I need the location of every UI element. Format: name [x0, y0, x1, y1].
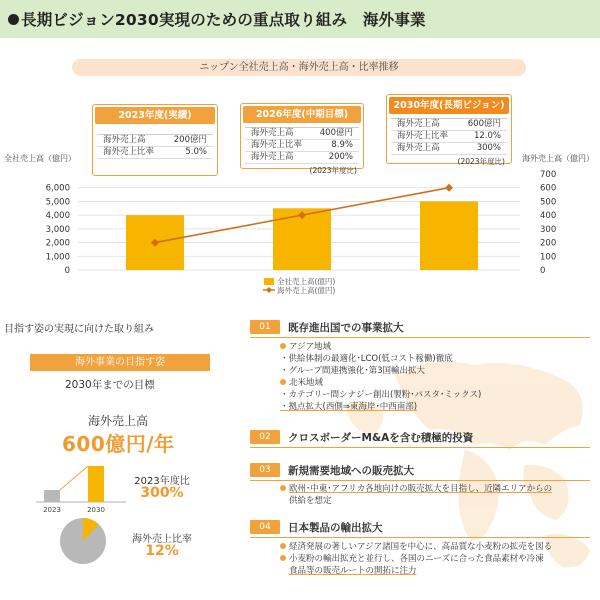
right-tick-label: 400 [540, 211, 557, 222]
bullet-icon [280, 343, 286, 349]
target-heading: 2026年度(中期目標) [243, 106, 361, 123]
mini-trend-line [60, 466, 88, 490]
bullet-icon [280, 379, 286, 385]
goal-caption: 2030年までの目標 [65, 379, 155, 391]
target-row: 海外売上高 600億円 [391, 119, 507, 131]
target-note: (2023年度比) [309, 166, 357, 175]
detail-line: 供給を想定 [289, 496, 332, 506]
initiative-title: 日本製品の輸出拡大 [288, 522, 383, 534]
initiative-number: 02 [250, 430, 280, 444]
page-title-text: 長期ビジョン2030実現のための重点取り組み 海外事業 [21, 11, 426, 29]
mini-bar [44, 490, 60, 502]
initiative-title: 既存進出国での事業拡大 [288, 322, 404, 334]
chart-title: ニップン全社売上高・海外売上高・比率推移 [72, 59, 526, 76]
detail-line: アジア地域 [280, 341, 481, 353]
ratio-value: 300% [140, 485, 184, 501]
target-box-2030 [386, 94, 512, 164]
share-value: 12% [145, 543, 179, 559]
right-tick-label: 300 [540, 224, 557, 235]
target-row: 海外売上高 200% [245, 152, 359, 164]
target-heading: 2023年度(実績) [95, 107, 215, 124]
target-row: 海外売上比率 5.0% [97, 147, 213, 159]
detail-line: ・カテゴリー間シナジー創出(製粉･パスタ･ミックス) [280, 390, 482, 400]
target-note: (2023年度比) [457, 157, 505, 166]
target-row: 海外売上高 300% [391, 143, 507, 155]
target-row: 海外売上高 200億円 [97, 135, 213, 147]
bar [420, 201, 478, 270]
bullet-icon [280, 485, 286, 491]
vision-bar: 海外事業の目指す姿 [30, 354, 210, 371]
detail-line: ・グループ間連携強化･第3国輸出拡大 [280, 366, 425, 376]
bullet-icon [280, 543, 286, 549]
sales-value: 600億円/年 [62, 432, 175, 456]
legend-label: 全社売上高(億円) [277, 277, 336, 286]
detail-line: 欧州･中東･アフリカ各地向けの販売拡大を目指し、近隣エリアからの [280, 483, 552, 495]
initiative-details [280, 483, 552, 507]
divider [250, 337, 590, 338]
target-row: 海外売上比率 12.0% [391, 131, 507, 143]
initiative-details [280, 541, 552, 577]
left-tick-label: 5,000 [45, 197, 70, 208]
bullet-icon [280, 555, 286, 561]
legend-swatch-bar [264, 278, 274, 285]
left-tick-label: 1,000 [45, 252, 70, 263]
detail-line: 経済発展の著しいアジア諸国を中心に、高品質な小麦粉の拡売を図る [280, 541, 552, 553]
target-row: 海外売上比率 8.9% [245, 140, 359, 152]
initiative-number: 01 [250, 320, 280, 334]
detail-line: ・供給体制の最適化･LCO(低コスト稼働)徹底 [280, 354, 453, 364]
initiative-number: 04 [250, 520, 280, 534]
share-pie-chart [58, 516, 108, 566]
right-tick-label: 600 [540, 183, 557, 194]
detail-line: 食品等の販売ルートの開拓に注力 [289, 566, 417, 576]
mini-bar [88, 466, 104, 502]
left-tick-label: 4,000 [45, 211, 70, 222]
mini-bar-label: 2030 [87, 506, 105, 514]
left-tick-label: 2,000 [45, 238, 70, 249]
left-tick-label: 0 [64, 266, 70, 276]
target-row: 海外売上高 400億円 [245, 128, 359, 140]
initiative-details [280, 341, 481, 413]
left-tick-label: 6,000 [45, 183, 70, 194]
section-title: 目指す姿の実現に向けた取り組み [4, 324, 154, 335]
sales-label: 海外売上高 [88, 414, 149, 428]
right-tick-label: 500 [540, 197, 557, 208]
right-tick-label: 700 [540, 170, 557, 180]
target-heading: 2030年度(長期ビジョン) [389, 97, 509, 114]
combo-chart [0, 160, 600, 310]
divider [250, 537, 590, 538]
right-axis-title: 海外売上高（億円） [522, 154, 594, 163]
detail-line: ・拠点拡大(西側⇒東海岸･中西南部) [280, 402, 418, 412]
right-tick-label: 0 [540, 266, 546, 276]
left-tick-label: 3,000 [45, 224, 70, 235]
initiative-number: 03 [250, 463, 280, 477]
initiative-title: クロスボーダーM&Aを含む積極的投資 [288, 432, 474, 444]
right-tick-label: 100 [540, 252, 557, 263]
line-point [445, 184, 453, 192]
legend-label: 海外売上高(億円) [277, 286, 336, 295]
share-label: 海外売上比率 [132, 534, 192, 545]
divider [250, 480, 590, 481]
left-axis-title: 全社売上高（億円） [4, 154, 76, 163]
detail-line: 北米地域 [280, 377, 481, 389]
divider [250, 447, 590, 448]
mini-bar-label: 2023 [43, 506, 61, 514]
mini-bar-chart [36, 460, 126, 514]
bullet-icon [8, 14, 19, 25]
right-tick-label: 200 [540, 238, 557, 249]
ratio-label: 2023年度比 [134, 476, 190, 487]
page-title [8, 8, 426, 30]
detail-line: 小麦粉の輸出拡充と並行し、各国のニーズに合った食品素材や冷凍 [280, 553, 552, 565]
initiative-title: 新規需要地域への販売拡大 [288, 465, 414, 477]
legend-marker [266, 287, 272, 293]
